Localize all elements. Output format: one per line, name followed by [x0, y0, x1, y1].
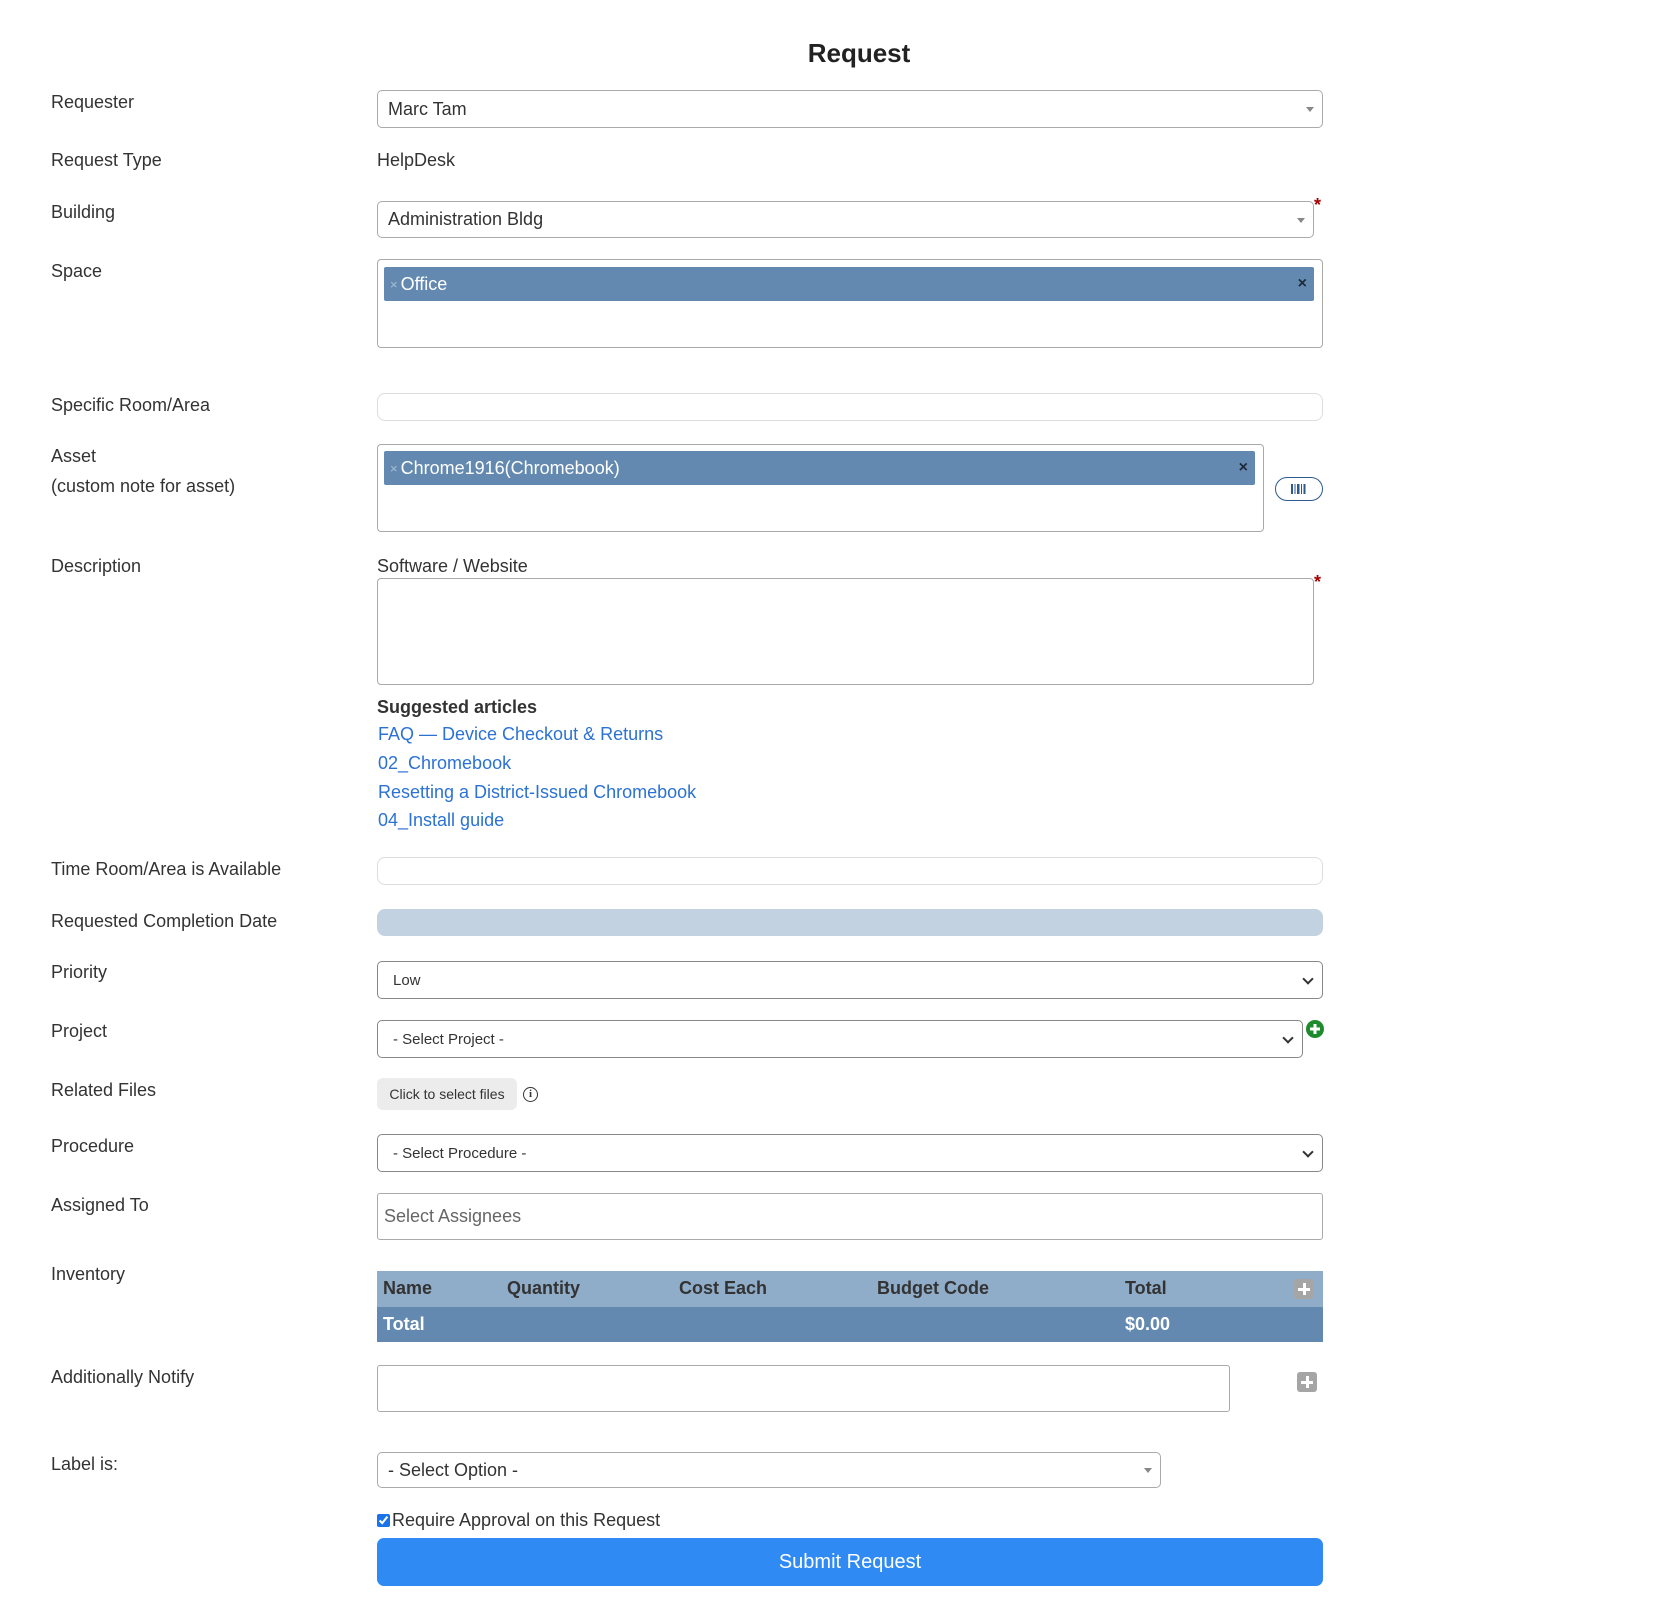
building-value: Administration Bldg: [388, 209, 544, 229]
priority-label: Priority: [51, 962, 108, 982]
specific-room-input[interactable]: [377, 393, 1323, 421]
chip-remove-icon[interactable]: ×: [390, 460, 398, 476]
submit-request-button[interactable]: Submit Request: [377, 1538, 1323, 1586]
asset-chip: [384, 451, 1255, 485]
project-value: - Select Project -: [393, 1030, 504, 1048]
label-select[interactable]: [377, 1452, 1161, 1488]
request-type-value: HelpDesk: [377, 150, 456, 170]
space-chip: [384, 267, 1314, 301]
procedure-select[interactable]: [377, 1134, 1323, 1172]
add-notify-icon[interactable]: [1297, 1372, 1317, 1392]
column-header: Name: [383, 1278, 433, 1298]
request-type-label: Request Type: [51, 150, 162, 170]
clear-icon[interactable]: ×: [1297, 275, 1307, 292]
suggested-article-link[interactable]: 02_Chromebook: [378, 753, 512, 773]
space-label: Space: [51, 261, 103, 281]
suggested-article-link[interactable]: 04_Install guide: [378, 810, 505, 830]
chevron-down-icon: [1302, 1146, 1313, 1157]
description-category: Software / Website: [377, 556, 528, 576]
inventory-table-header: [377, 1271, 1323, 1307]
chevron-down-icon: [1302, 973, 1313, 984]
priority-value: Low: [393, 971, 421, 989]
assigned-to-label: Assigned To: [51, 1195, 149, 1215]
asset-chip-label: Chrome1916(Chromebook): [400, 457, 620, 478]
specific-room-label: Specific Room/Area: [51, 395, 211, 415]
additionally-notify-label: Additionally Notify: [51, 1367, 195, 1387]
space-chip-label: Office: [400, 273, 448, 294]
description-label: Description: [51, 556, 142, 576]
info-icon[interactable]: i: [523, 1087, 538, 1102]
procedure-label: Procedure: [51, 1136, 135, 1156]
related-files-label: Related Files: [51, 1080, 157, 1100]
completion-date-label: Requested Completion Date: [51, 911, 278, 931]
caret-down-icon: [1144, 1468, 1152, 1473]
caret-down-icon: [1306, 107, 1314, 112]
completion-date-input[interactable]: [377, 909, 1323, 936]
footer-total-label: Total: [383, 1314, 425, 1334]
select-files-button[interactable]: Click to select files: [377, 1078, 517, 1110]
time-available-input[interactable]: [377, 857, 1323, 885]
footer-total-value: $0.00: [1125, 1314, 1171, 1334]
suggested-articles-heading: Suggested articles: [377, 697, 538, 717]
add-project-icon[interactable]: [1306, 1020, 1324, 1038]
label-is-label: Label is:: [51, 1454, 119, 1474]
description-textarea[interactable]: [377, 578, 1314, 685]
column-header: Total: [1125, 1278, 1167, 1298]
project-label: Project: [51, 1021, 108, 1041]
time-available-label: Time Room/Area is Available: [51, 859, 282, 879]
column-header: Quantity: [507, 1278, 581, 1298]
barcode-icon: [1275, 477, 1323, 501]
suggested-article-link[interactable]: Resetting a District-Issued Chromebook: [378, 782, 697, 802]
label-select-value: - Select Option -: [388, 1459, 519, 1480]
require-approval-row: [377, 1510, 660, 1531]
add-inventory-icon[interactable]: [1294, 1279, 1314, 1299]
asset-label: Asset: [51, 446, 97, 466]
required-marker: *: [1314, 195, 1322, 215]
inventory-table-footer: [377, 1307, 1323, 1342]
asset-note: (custom note for asset): [51, 476, 236, 496]
suggested-article-link[interactable]: FAQ — Device Checkout & Returns: [378, 724, 664, 744]
space-multiselect[interactable]: [377, 259, 1323, 348]
caret-down-icon: [1297, 218, 1305, 223]
assignees-input[interactable]: Select Assignees: [377, 1193, 1323, 1240]
required-marker: *: [1314, 572, 1322, 592]
requester-select[interactable]: [377, 90, 1323, 128]
chevron-down-icon: [1282, 1032, 1293, 1043]
asset-multiselect[interactable]: [377, 444, 1264, 532]
inventory-label: Inventory: [51, 1264, 126, 1284]
requester-value: Marc Tam: [388, 98, 467, 119]
chip-remove-icon[interactable]: ×: [390, 276, 398, 292]
building-select[interactable]: [377, 201, 1314, 238]
building-label: Building: [51, 202, 116, 222]
requester-label: Requester: [51, 92, 135, 112]
column-header: Cost Each: [679, 1278, 768, 1298]
project-select[interactable]: [377, 1020, 1303, 1058]
page-title: Request: [807, 38, 911, 68]
priority-select[interactable]: [377, 961, 1323, 999]
require-approval-label: Require Approval on this Request: [392, 1510, 661, 1530]
require-approval-checkbox[interactable]: [377, 1514, 390, 1527]
clear-icon[interactable]: ×: [1238, 459, 1248, 476]
notify-input[interactable]: [377, 1365, 1230, 1412]
barcode-scan-button[interactable]: [1275, 477, 1323, 501]
procedure-value: - Select Procedure -: [393, 1144, 527, 1162]
column-header: Budget Code: [877, 1278, 989, 1298]
